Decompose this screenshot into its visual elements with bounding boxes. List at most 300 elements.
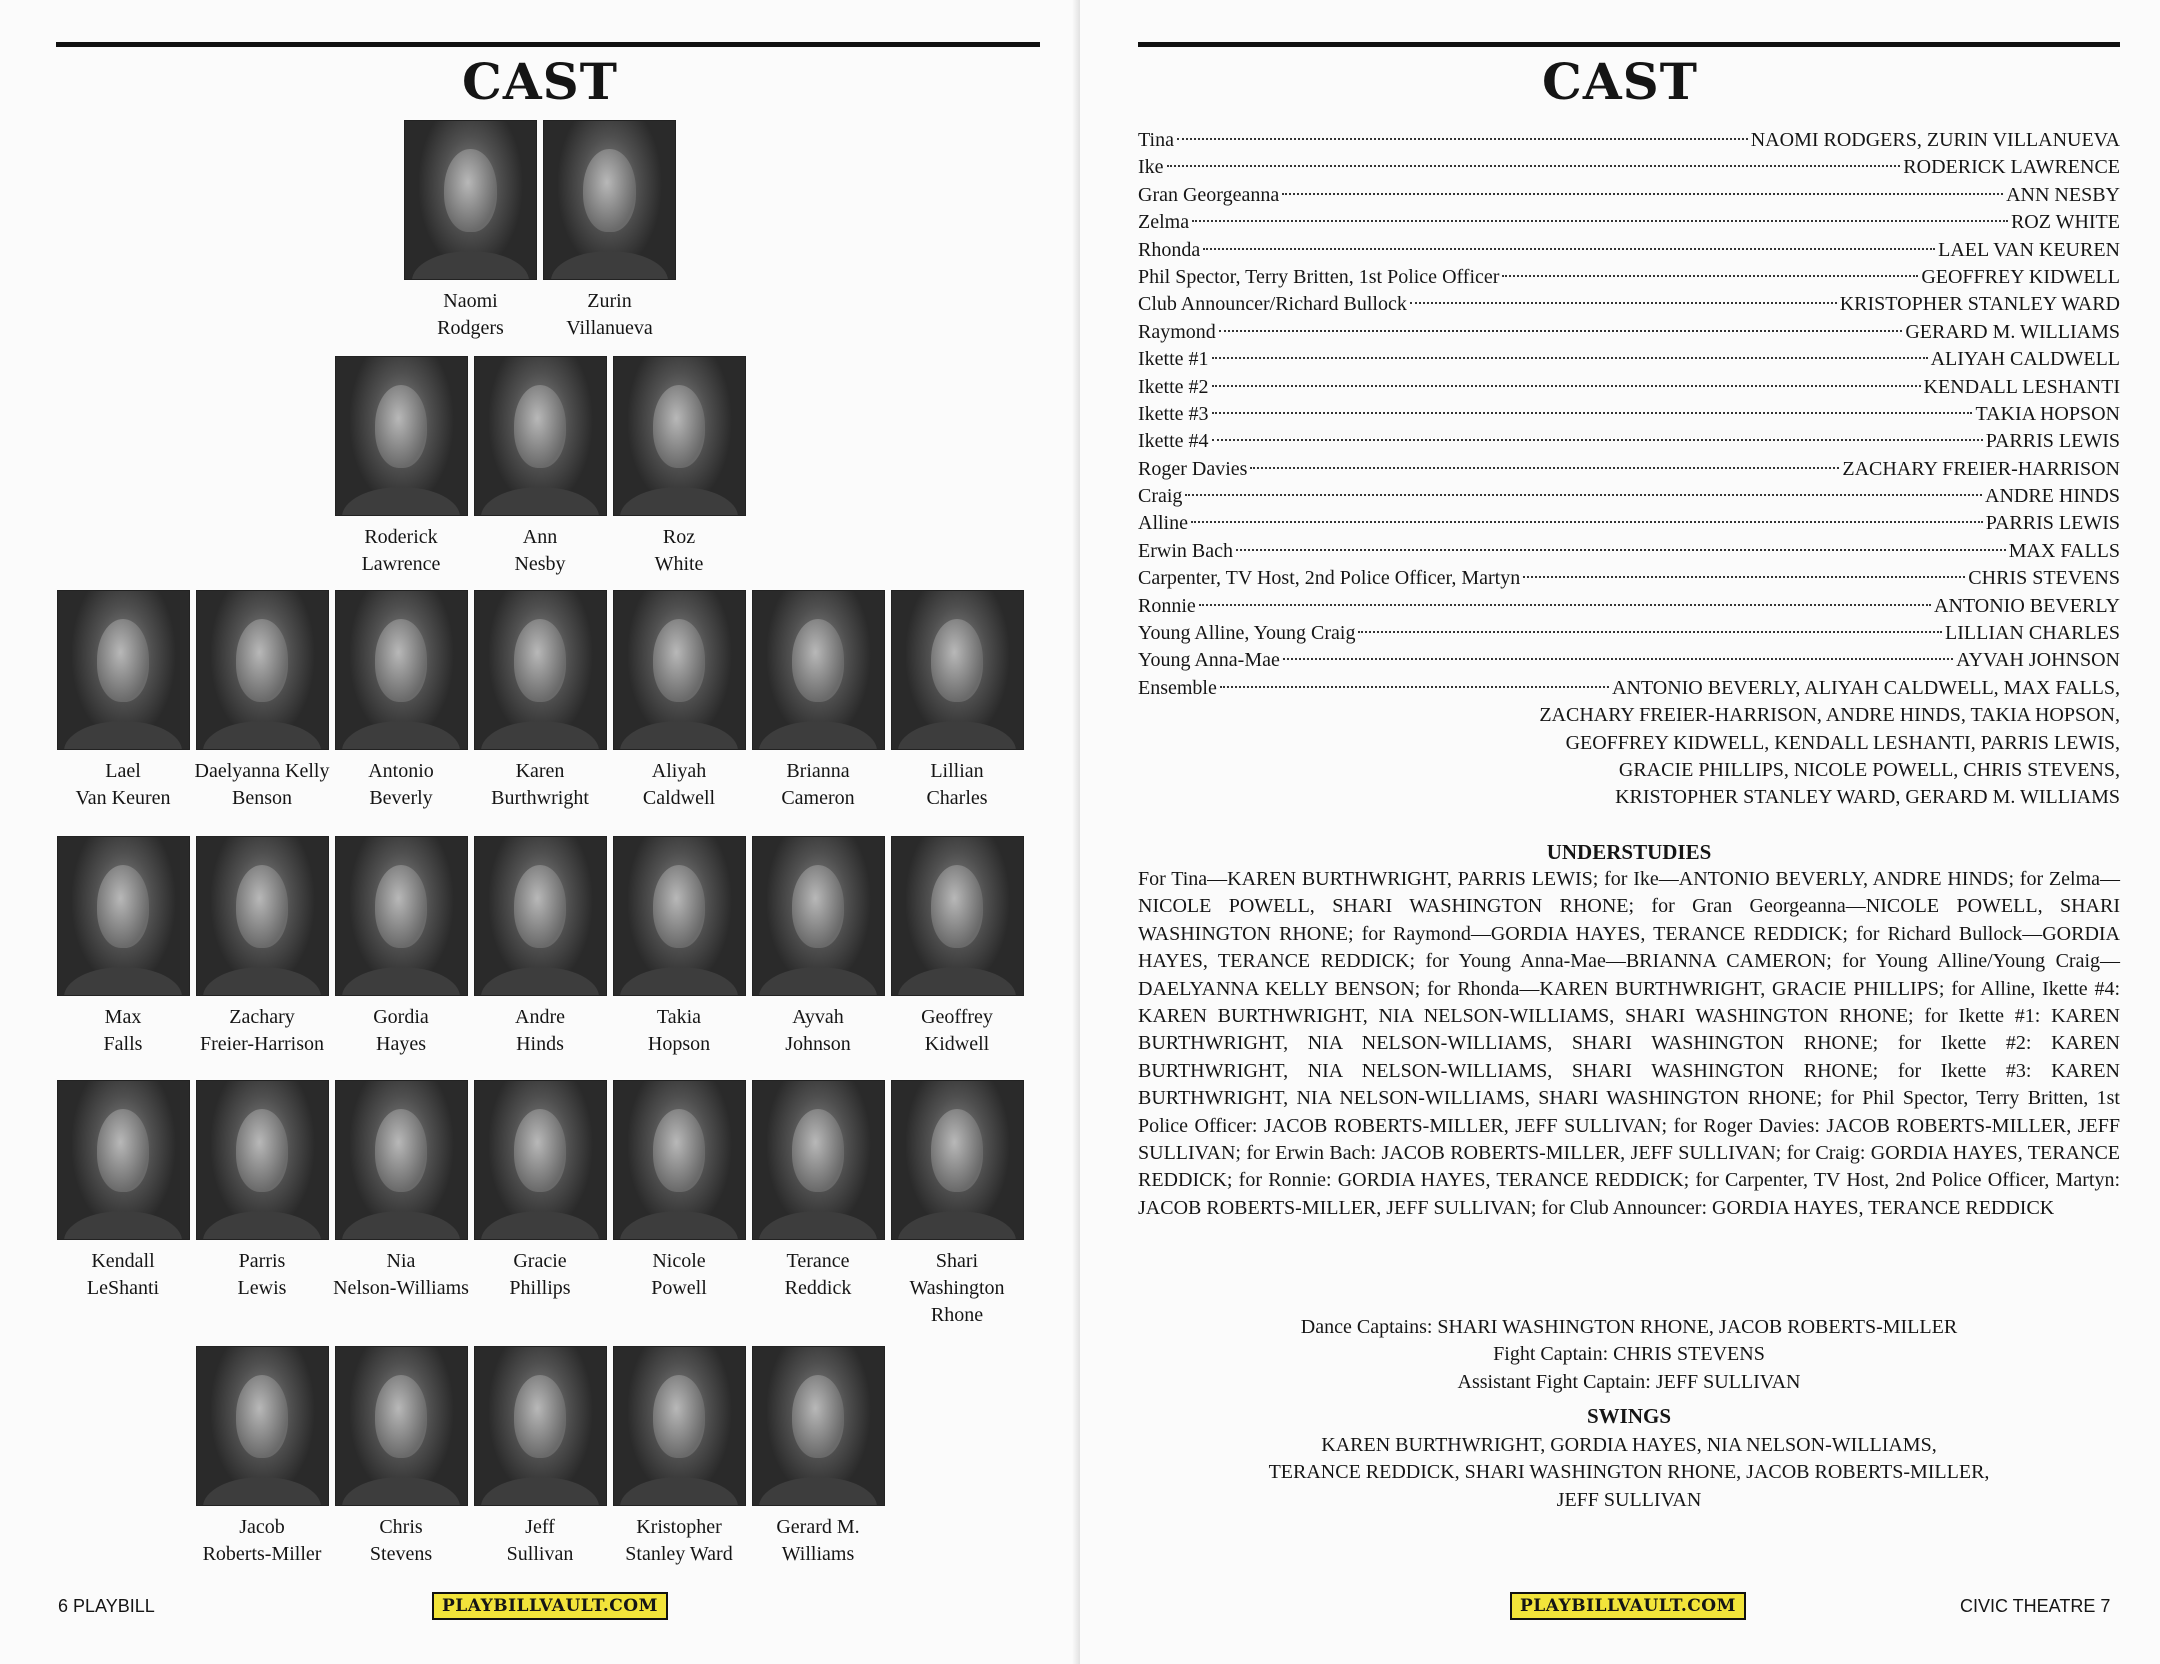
cast-name-line: Parris bbox=[238, 1250, 286, 1272]
role-name: Ensemble bbox=[1138, 676, 1217, 699]
cast-name bbox=[491, 758, 589, 812]
actor-name: KENDALL LESHANTI bbox=[1923, 375, 2120, 398]
cast-name-line: Van Keuren bbox=[75, 787, 171, 809]
cast-name-line: Kidwell bbox=[924, 1033, 990, 1055]
headshot-face bbox=[97, 865, 149, 947]
cast-name-line: Freier-Harrison bbox=[200, 1033, 324, 1055]
headshot-shoulders bbox=[342, 1477, 460, 1506]
headshot-photo bbox=[891, 1080, 1024, 1240]
headshot-face bbox=[931, 1109, 983, 1191]
cast-member bbox=[613, 1080, 746, 1329]
cast-name-line: Johnson bbox=[785, 1033, 851, 1055]
swings-heading: SWINGS bbox=[1586, 1404, 1672, 1428]
actor-name: PARRIS LEWIS bbox=[1985, 430, 2120, 453]
headshot-shoulders bbox=[898, 967, 1016, 996]
cast-name bbox=[200, 1004, 324, 1058]
headshot-face bbox=[514, 1109, 566, 1191]
cast-name-line: Beverly bbox=[369, 787, 433, 809]
dot-leader bbox=[1167, 165, 1901, 167]
dot-leader bbox=[1212, 439, 1983, 441]
cast-name-line: Stanley Ward bbox=[625, 1543, 733, 1565]
headshot-shoulders bbox=[759, 721, 877, 750]
headshot-shoulders bbox=[203, 721, 321, 750]
headshot-photo bbox=[335, 1346, 468, 1506]
headshot-shoulders bbox=[481, 967, 599, 996]
cast-name bbox=[76, 758, 171, 812]
headshot-face bbox=[97, 619, 149, 701]
headshot-shoulders bbox=[342, 487, 460, 516]
photo-row bbox=[0, 356, 1080, 578]
cast-name bbox=[781, 758, 854, 812]
role-name: Ikette #1 bbox=[1138, 348, 1209, 371]
headshot-face bbox=[375, 865, 427, 947]
headshot-photo bbox=[613, 836, 746, 996]
cast-name-line: Gerard M. bbox=[776, 1516, 860, 1538]
cast-name-line: Nelson-Williams bbox=[333, 1277, 469, 1299]
cast-name-line: Cameron bbox=[781, 787, 855, 809]
headshot-face bbox=[792, 1109, 844, 1191]
role-name: Alline bbox=[1138, 512, 1188, 535]
headshot-shoulders bbox=[64, 967, 182, 996]
role-name: Zelma bbox=[1138, 211, 1190, 234]
cast-member bbox=[474, 356, 607, 578]
cast-name-line: Lillian bbox=[930, 760, 984, 782]
role-name: Young Anna-Mae bbox=[1138, 649, 1280, 672]
role-line bbox=[1138, 127, 2120, 154]
headshot-shoulders bbox=[342, 1211, 460, 1240]
photo-row bbox=[0, 590, 1080, 812]
role-line bbox=[1138, 620, 2120, 647]
cast-name bbox=[362, 524, 441, 578]
headshot-photo bbox=[335, 590, 468, 750]
cast-name-line: Washington bbox=[909, 1277, 1005, 1299]
dot-leader bbox=[1191, 521, 1983, 523]
headshot-face bbox=[653, 1375, 705, 1457]
cast-name bbox=[655, 524, 704, 578]
cast-name-line: Gracie bbox=[513, 1250, 567, 1272]
cast-name bbox=[203, 1514, 322, 1568]
cast-member bbox=[57, 836, 190, 1058]
cast-member bbox=[474, 590, 607, 812]
cast-name-line: Benson bbox=[232, 787, 292, 809]
dot-leader bbox=[1236, 549, 2006, 551]
dot-leader bbox=[1523, 576, 1965, 578]
headshot-shoulders bbox=[481, 1211, 599, 1240]
cast-name-line: Nesby bbox=[514, 553, 566, 575]
actor-name: LAEL VAN KEUREN bbox=[1938, 238, 2120, 261]
cast-name-line: Hinds bbox=[516, 1033, 564, 1055]
dot-leader bbox=[1199, 604, 1931, 606]
role-name: Young Alline, Young Craig bbox=[1138, 622, 1356, 645]
cast-name-line: Roberts-Miller bbox=[202, 1543, 322, 1565]
headshot-face bbox=[375, 1375, 427, 1457]
role-line bbox=[1138, 154, 2120, 181]
cast-member bbox=[335, 1080, 468, 1329]
cast-name-line: Lael bbox=[105, 760, 141, 782]
headshot-face bbox=[792, 1375, 844, 1457]
cast-name-line: Hayes bbox=[376, 1033, 426, 1055]
cast-name bbox=[507, 1514, 574, 1568]
cast-name-line: Brianna bbox=[786, 760, 850, 782]
cast-name-line: White bbox=[654, 553, 704, 575]
dot-leader bbox=[1410, 302, 1837, 304]
headshot-shoulders bbox=[620, 967, 738, 996]
role-name: Raymond bbox=[1138, 320, 1216, 343]
cast-name bbox=[785, 1004, 851, 1058]
dot-leader bbox=[1212, 357, 1928, 359]
ensemble-continued-line: ZACHARY FREIER-HARRISON, ANDRE HINDS, TAKIA HOPSON, bbox=[1539, 704, 2120, 727]
actor-name: AYVAH JOHNSON bbox=[1956, 649, 2120, 672]
photo-row bbox=[0, 120, 1080, 342]
headshot-photo bbox=[57, 1080, 190, 1240]
cast-name bbox=[333, 1248, 469, 1302]
dot-leader bbox=[1185, 494, 1982, 496]
headshot-face bbox=[236, 1375, 288, 1457]
cast-name bbox=[87, 1248, 159, 1302]
headshot-shoulders bbox=[64, 1211, 182, 1240]
role-name: Roger Davies bbox=[1138, 457, 1248, 480]
cast-name-line: Jacob bbox=[239, 1516, 285, 1538]
dot-leader bbox=[1282, 193, 2003, 195]
headshot-face bbox=[931, 619, 983, 701]
cast-member bbox=[335, 590, 468, 812]
cast-name bbox=[785, 1248, 852, 1302]
headshot-face bbox=[375, 1109, 427, 1191]
headshot-photo bbox=[196, 1080, 329, 1240]
role-line bbox=[1138, 374, 2120, 401]
top-rule bbox=[1138, 42, 2120, 47]
headshot-face bbox=[236, 1109, 288, 1191]
actor-name: LILLIAN CHARLES bbox=[1945, 622, 2120, 645]
cast-name-line: Antonio bbox=[368, 760, 434, 782]
cast-name bbox=[648, 1004, 710, 1058]
cast-name-line: Aliyah bbox=[651, 760, 707, 782]
headshot-shoulders bbox=[898, 721, 1016, 750]
cast-name-line: Burthwright bbox=[491, 787, 589, 809]
swings-line: TERANCE REDDICK, SHARI WASHINGTON RHONE, JACOB ROBERTS-MILLER, bbox=[1268, 1461, 1990, 1484]
cast-name-line: Zurin bbox=[587, 290, 632, 312]
headshot-photo bbox=[613, 590, 746, 750]
cast-member bbox=[335, 356, 468, 578]
cast-name-line: Daelyanna Kelly bbox=[194, 760, 330, 782]
cast-name bbox=[437, 288, 504, 342]
cast-name bbox=[651, 1248, 707, 1302]
headshot-photo bbox=[57, 836, 190, 996]
headshot-face bbox=[444, 149, 496, 231]
cast-member bbox=[57, 590, 190, 812]
actor-name: RODERICK LAWRENCE bbox=[1903, 156, 2120, 179]
headshot-shoulders bbox=[620, 721, 738, 750]
headshot-shoulders bbox=[759, 1211, 877, 1240]
role-name: Rhonda bbox=[1138, 238, 1201, 261]
actor-name: ZACHARY FREIER-HARRISON bbox=[1842, 457, 2120, 480]
cast-name bbox=[625, 1514, 732, 1568]
cast-member bbox=[196, 590, 329, 812]
swings-line: KAREN BURTHWRIGHT, GORDIA HAYES, NIA NELSON-WILLIAMS, bbox=[1321, 1434, 1937, 1456]
headshot-face bbox=[653, 1109, 705, 1191]
role-name: Club Announcer/Richard Bullock bbox=[1138, 293, 1407, 316]
cast-member bbox=[404, 120, 537, 342]
headshot-shoulders bbox=[481, 1477, 599, 1506]
swings-line: JEFF SULLIVAN bbox=[1556, 1488, 1702, 1511]
actor-name: GEOFFREY KIDWELL bbox=[1921, 265, 2120, 288]
role-line bbox=[1138, 401, 2120, 428]
actor-name: KRISTOPHER STANLEY WARD bbox=[1839, 293, 2120, 316]
role-name: Phil Spector, Terry Britten, 1st Police Officer bbox=[1138, 265, 1500, 288]
headshot-face bbox=[514, 619, 566, 701]
headshot-photo bbox=[891, 836, 1024, 996]
cast-name-line: Roz bbox=[662, 526, 696, 548]
role-name: Ronnie bbox=[1138, 594, 1196, 617]
headshot-photo bbox=[752, 1346, 885, 1506]
headshot-face bbox=[375, 619, 427, 701]
playbillvault-badge[interactable]: PLAYBILLVAULT.COM bbox=[432, 1592, 668, 1620]
headshot-face bbox=[375, 385, 427, 467]
cast-name-line: Roderick bbox=[364, 526, 438, 548]
headshot-photo bbox=[474, 1080, 607, 1240]
cast-name-line: Reddick bbox=[784, 1277, 852, 1299]
cast-name bbox=[566, 288, 653, 342]
role-name: Ikette #3 bbox=[1138, 402, 1209, 425]
headshot-photo bbox=[196, 836, 329, 996]
dot-leader bbox=[1212, 385, 1921, 387]
headshot-shoulders bbox=[481, 721, 599, 750]
ensemble-continued-line: KRISTOPHER STANLEY WARD, GERARD M. WILLIAMS bbox=[1615, 786, 2120, 809]
headshot-shoulders bbox=[620, 1211, 738, 1240]
cast-member bbox=[891, 836, 1024, 1058]
role-line bbox=[1138, 456, 2120, 483]
page-heading: CAST bbox=[462, 52, 618, 111]
role-line bbox=[1138, 237, 2120, 264]
headshot-photo bbox=[613, 356, 746, 516]
headshot-shoulders bbox=[412, 251, 530, 280]
cast-name-line: Karen bbox=[515, 760, 565, 782]
page-heading: CAST bbox=[1542, 52, 1698, 111]
dot-leader bbox=[1502, 275, 1918, 277]
top-rule bbox=[56, 42, 1040, 47]
cast-name-line: Ayvah bbox=[792, 1006, 844, 1028]
cast-member bbox=[196, 1080, 329, 1329]
role-line bbox=[1138, 483, 2120, 510]
cast-name-line: Naomi bbox=[443, 290, 498, 312]
headshot-face bbox=[514, 385, 566, 467]
role-name: Ike bbox=[1138, 156, 1164, 179]
cast-name bbox=[104, 1004, 143, 1058]
cast-name bbox=[909, 1248, 1004, 1329]
captain-line: Assistant Fight Captain: JEFF SULLIVAN bbox=[1457, 1370, 1801, 1393]
role-line bbox=[1138, 428, 2120, 455]
swings-block bbox=[1138, 1432, 2120, 1514]
dot-leader bbox=[1250, 467, 1839, 469]
actor-name: MAX FALLS bbox=[2008, 539, 2120, 562]
role-name: Ikette #2 bbox=[1138, 375, 1209, 398]
cast-member bbox=[57, 1080, 190, 1329]
dot-leader bbox=[1220, 686, 1609, 688]
understudies-heading: UNDERSTUDIES bbox=[1546, 840, 1712, 864]
cast-name-line: Caldwell bbox=[642, 787, 716, 809]
role-line bbox=[1138, 510, 2120, 537]
ensemble-continued-line: GRACIE PHILLIPS, NICOLE POWELL, CHRIS STEVENS, bbox=[1618, 758, 2120, 781]
role-line bbox=[1138, 675, 2120, 702]
headshot-photo bbox=[613, 1080, 746, 1240]
role-name: Tina bbox=[1138, 129, 1174, 151]
cast-name-line: Lawrence bbox=[361, 553, 441, 575]
dot-leader bbox=[1192, 220, 2008, 222]
role-line bbox=[1138, 593, 2120, 620]
understudies-text: For Tina—KAREN BURTHWRIGHT, PARRIS LEWIS; for Ike—ANTONIO BEVERLY, ANDRE HINDS; for Zelma—NICOLE POWELL, SHARI WASHINGTON RHONE; for Gran Georgeanna—NICOLE POWELL, SHARI WASHINGTON RHONE; for Raymond—GORDIA HAYES, TERANCE REDDICK; for Richard Bullock—GORDIA HAYES, TERANCE REDDICK; for Young Anna-Mae—BRIANNA CAMERON; for Young Alline/Young Craig—DAELYANNA KELLY BENSON; for Rhonda—KAREN BURTHWRIGHT, GRACIE PHILLIPS; for Alline, Ikette #4: KAREN BURTHWRIGHT, NIA NELSON-WILLIAMS, SHARI WASHINGTON RHONE; for Ikette #1: KAREN BURTHWRIGHT, NIA NELSON-WILLIAMS, SHARI WASHINGTON RHONE; for Ikette #2: KAREN BURTHWRIGHT, NIA NELSON-WILLIAMS, SHARI WASHINGTON RHONE; for Ikette #3: KAREN BURTHWRIGHT, NIA NELSON-WILLIAMS, SHARI WASHINGTON RHONE; for Phil Spector, Terry Britten, 1st Police Officer: JACOB ROBERTS-MILLER, JEFF SULLIVAN; for Roger Davies: JACOB ROBERTS-MILLER, JEFF SULLIVAN; for Erwin Bach: JACOB ROBERTS-MILLER, JEFF SULLIVAN; for Craig: GORDIA HAYES, TERANCE REDDICK; for Ronnie: GORDIA HAYES, TERANCE REDDICK; for Carpenter, TV Host, 2nd Police Officer, Martyn: JACOB ROBERTS-MILLER, JEFF SULLIVAN; for Club Announcer: GORDIA HAYES, TERANCE REDDICK bbox=[1138, 868, 2120, 1219]
headshot-face bbox=[653, 619, 705, 701]
headshot-photo bbox=[752, 836, 885, 996]
dot-leader bbox=[1203, 248, 1935, 250]
cast-name-line: Hopson bbox=[647, 1033, 711, 1055]
headshot-photo bbox=[474, 590, 607, 750]
cast-name bbox=[926, 758, 987, 812]
headshot-shoulders bbox=[759, 967, 877, 996]
actor-name: ANTONIO BEVERLY, ALIYAH CALDWELL, MAX FALLS, bbox=[1612, 676, 2120, 699]
headshot-photo bbox=[335, 1080, 468, 1240]
cast-name-line: Geoffrey bbox=[921, 1006, 993, 1028]
cast-name-line: Rhone bbox=[930, 1304, 984, 1326]
role-name: Gran Georgeanna bbox=[1138, 183, 1280, 206]
dot-leader bbox=[1177, 138, 1748, 140]
role-line bbox=[1138, 291, 2120, 318]
headshot-shoulders bbox=[342, 721, 460, 750]
role-line bbox=[1138, 647, 2120, 674]
actor-name: ROZ WHITE bbox=[2010, 211, 2120, 234]
headshot-photo bbox=[613, 1346, 746, 1506]
headshot-photo bbox=[474, 1346, 607, 1506]
actor-name: ANN NESBY bbox=[2006, 183, 2120, 206]
cast-member bbox=[196, 836, 329, 1058]
cast-name-line: Falls bbox=[103, 1033, 143, 1055]
cast-member bbox=[474, 1346, 607, 1568]
actor-name: ALIYAH CALDWELL bbox=[1930, 348, 2120, 371]
headshot-face bbox=[97, 1109, 149, 1191]
headshot-face bbox=[236, 619, 288, 701]
cast-name bbox=[509, 1248, 570, 1302]
dot-leader bbox=[1283, 658, 1953, 660]
headshot-photo bbox=[752, 590, 885, 750]
headshot-shoulders bbox=[551, 251, 669, 280]
headshot-face bbox=[792, 865, 844, 947]
headshot-photo bbox=[335, 356, 468, 516]
cast-name-line: Rodgers bbox=[437, 317, 504, 339]
cast-member bbox=[752, 836, 885, 1058]
captain-line: Dance Captains: SHARI WASHINGTON RHONE, JACOB ROBERTS-MILLER bbox=[1300, 1316, 1958, 1338]
headshot-face bbox=[514, 1375, 566, 1457]
dot-leader bbox=[1219, 330, 1903, 332]
headshot-shoulders bbox=[342, 967, 460, 996]
cast-member bbox=[613, 1346, 746, 1568]
cast-name bbox=[776, 1514, 859, 1568]
cast-name-line: Williams bbox=[781, 1543, 855, 1565]
headshot-photo bbox=[543, 120, 676, 280]
headshot-photo bbox=[196, 1346, 329, 1506]
page-folio: 6 PLAYBILL bbox=[58, 1596, 155, 1616]
headshot-photo bbox=[57, 590, 190, 750]
cast-name bbox=[514, 524, 565, 578]
actor-name: ANDRE HINDS bbox=[1985, 485, 2120, 508]
headshot-photo bbox=[474, 356, 607, 516]
dot-leader bbox=[1358, 631, 1942, 633]
cast-name-line: Terance bbox=[786, 1250, 850, 1272]
role-line bbox=[1138, 264, 2120, 291]
cast-name bbox=[515, 1004, 565, 1058]
cast-name bbox=[238, 1248, 287, 1302]
cast-member bbox=[543, 120, 676, 342]
cast-name-line: Villanueva bbox=[566, 317, 653, 339]
page-folio: CIVIC THEATRE 7 bbox=[1960, 1596, 2111, 1616]
headshot-face bbox=[236, 865, 288, 947]
cast-name-line: Powell bbox=[651, 1277, 707, 1299]
cast-name-line: Kendall bbox=[91, 1250, 155, 1272]
cast-name-line: Andre bbox=[515, 1006, 565, 1028]
cast-member bbox=[613, 590, 746, 812]
cast-name-line: Jeff bbox=[525, 1516, 555, 1538]
headshot-face bbox=[931, 865, 983, 947]
actor-name: PARRIS LEWIS bbox=[1985, 512, 2120, 535]
cast-member bbox=[613, 356, 746, 578]
cast-name-line: Sullivan bbox=[506, 1543, 574, 1565]
headshot-shoulders bbox=[481, 487, 599, 516]
cast-name-line: Ann bbox=[522, 526, 558, 548]
headshot-face bbox=[653, 865, 705, 947]
headshot-face bbox=[792, 619, 844, 701]
cast-member bbox=[752, 1080, 885, 1329]
ensemble-continued-line: GEOFFREY KIDWELL, KENDALL LESHANTI, PARRIS LEWIS, bbox=[1565, 731, 2120, 754]
cast-name-line: Max bbox=[104, 1006, 142, 1028]
headshot-photo bbox=[404, 120, 537, 280]
role-line bbox=[1138, 538, 2120, 565]
captain-line: Fight Captain: CHRIS STEVENS bbox=[1493, 1343, 1765, 1366]
cast-name bbox=[373, 1004, 429, 1058]
headshot-shoulders bbox=[620, 1477, 738, 1506]
cast-name-line: Nia bbox=[386, 1250, 416, 1272]
cast-member bbox=[891, 1080, 1024, 1329]
captains-block bbox=[1138, 1314, 2120, 1396]
role-line bbox=[1138, 182, 2120, 209]
role-list bbox=[1138, 127, 2120, 812]
cast-name bbox=[643, 758, 715, 812]
cast-name-line: Shari bbox=[935, 1250, 979, 1272]
actor-name: GERARD M. WILLIAMS bbox=[1905, 320, 2120, 343]
cast-member bbox=[613, 836, 746, 1058]
headshot-photo bbox=[752, 1080, 885, 1240]
headshot-shoulders bbox=[203, 1211, 321, 1240]
role-line bbox=[1138, 319, 2120, 346]
actor-name: NAOMI RODGERS, ZURIN VILLANUEVA bbox=[1750, 129, 2120, 151]
role-line bbox=[1138, 565, 2120, 592]
role-line bbox=[1138, 209, 2120, 236]
playbillvault-badge[interactable]: PLAYBILLVAULT.COM bbox=[1510, 1592, 1746, 1620]
role-line bbox=[1138, 346, 2120, 373]
cast-member bbox=[891, 590, 1024, 812]
headshot-shoulders bbox=[64, 721, 182, 750]
cast-name-line: Takia bbox=[656, 1006, 702, 1028]
cast-name-line: LeShanti bbox=[86, 1277, 160, 1299]
cast-name bbox=[921, 1004, 993, 1058]
cast-name bbox=[368, 758, 434, 812]
cast-member bbox=[752, 1346, 885, 1568]
cast-member bbox=[474, 1080, 607, 1329]
photo-row bbox=[0, 1346, 1080, 1568]
cast-member bbox=[335, 1346, 468, 1568]
photo-row bbox=[0, 836, 1080, 1058]
cast-member bbox=[474, 836, 607, 1058]
actor-name: TAKIA HOPSON bbox=[1975, 402, 2120, 425]
headshot-shoulders bbox=[620, 487, 738, 516]
headshot-shoulders bbox=[759, 1477, 877, 1506]
